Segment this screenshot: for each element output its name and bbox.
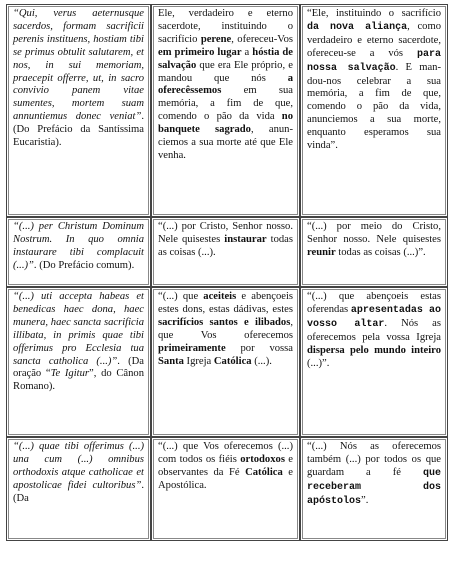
latin-source-title: Te Igitur — [50, 368, 90, 380]
highlighted-phrase: da nova aliança — [307, 21, 408, 33]
text-run: todas as coisas (...)”. — [335, 246, 426, 258]
text-run: e Apostólica. — [158, 466, 293, 491]
text-run: “Ele, instituindo o sacrifício — [307, 8, 441, 19]
text-run: , que Vos oferecemos — [158, 316, 293, 341]
text-run: , ofereceu-Vos — [231, 33, 293, 45]
text-run: “(...) por Cristo, Senhor nosso. Nele quisestes — [158, 221, 293, 245]
text-run: ”. — [361, 494, 369, 506]
text-run: . Nós as oferecemos pela vossa Igreja — [307, 317, 442, 343]
highlighted-phrase: apresentadas ao vosso altar — [307, 304, 441, 330]
highlighted-phrase: perene — [200, 33, 232, 45]
highlighted-phrase: Católica — [213, 355, 252, 367]
text-run: “(...) que — [158, 291, 204, 302]
highlighted-phrase: primeiramente — [158, 342, 226, 354]
table-row — [6, 217, 448, 287]
latin-source-a: . (Da oração “ — [13, 355, 144, 380]
table-row — [6, 287, 448, 437]
old-translation-cell — [151, 437, 300, 541]
latin-text-cell — [6, 217, 151, 287]
latin-text-cell — [6, 4, 151, 217]
text-run: , anun-ciemos a sua morte até que Ele venha. — [158, 124, 293, 161]
new-translation-cell — [300, 287, 448, 437]
text-run: Ele, verdadeiro e eterno sacerdote, instituindo o sacrifício — [158, 8, 293, 45]
text-run: . E man-dou-nos celebrar a sua memória, a fim de que, comendo o pão da vida, anunciemos a sua morte, enquanto esperamos sua vinda”. — [307, 61, 442, 152]
highlighted-phrase: a oferecêssemos — [158, 72, 293, 97]
text-run: “(...) por meio do Cristo, Senhor nosso. Nele quisestes — [307, 221, 441, 245]
highlighted-phrase: Santa — [158, 355, 184, 367]
highlighted-phrase: hóstia de salvação — [158, 46, 293, 71]
new-translation-cell — [300, 437, 448, 541]
highlighted-phrase: dispersa pelo mundo inteiro — [307, 344, 441, 356]
old-translation-cell — [151, 217, 300, 287]
text-run: “(...) que abençoeis estas oferendas — [307, 291, 441, 315]
text-run: por vossa — [225, 342, 293, 354]
highlighted-phrase: em primeiro lugar — [158, 46, 242, 58]
text-run: (...). — [251, 355, 272, 367]
text-run: e observantes da Fé — [158, 453, 293, 478]
latin-source: . (Do Prefácio da Santíssima Eucaristia). — [13, 111, 144, 149]
latin-text: “(...) per Christum Dominum Nostrum. In quo omnia instaurare tibi complacuit (...)” — [13, 221, 144, 271]
text-run: que era Ele próprio, e mandou que nós — [158, 59, 293, 84]
text-run: , como verdadeiro e eterno sacerdote, ofereceu-se a vós — [307, 20, 441, 59]
highlighted-phrase: no banquete sagrado — [158, 111, 293, 136]
old-translation-cell — [151, 287, 300, 437]
text-run: (...)”. — [307, 357, 330, 369]
latin-text-cell — [6, 287, 151, 437]
latin-text: “Qui, verus aeternusque sacerdos, formam sacrificii perenis instituens, hostiam tibi se primus obtulit salutarem, et nos, in sui memoriam, praecepit offerre, ut, in sacro convivio panem vitae sumentes, mortem suam annuntiemus donec veniat” — [13, 8, 144, 123]
highlighted-phrase: sacrifícios santos e ilibados — [158, 316, 291, 328]
highlighted-phrase: ortodoxos — [240, 453, 285, 465]
old-translation-cell — [151, 4, 300, 217]
text-run: em sua memória, a fim de que, comendo o pão da vida — [158, 85, 293, 123]
text-run: Igreja — [183, 355, 214, 367]
latin-text: “(...) uti accepta habeas et benedicas haec dona, haec munera, haec sancta sacrificia illibata, in primis quae tibi offerimus pro Ecclesia tua sancta catholica (...)” — [13, 291, 144, 367]
latin-source-b: ”, do Cânon Romano). — [13, 368, 145, 393]
highlighted-phrase: instaurar — [224, 233, 267, 245]
latin-source: . (Do Prefácio comum). — [33, 259, 135, 271]
text-run: “(...) Nós as oferecemos também (...) por todos os que guardam a fé — [307, 441, 441, 478]
highlighted-phrase: reunir — [307, 246, 336, 258]
highlighted-phrase: aceiteis — [203, 291, 237, 302]
text-run: a — [241, 46, 253, 58]
new-translation-cell — [300, 4, 448, 217]
highlighted-phrase: Católica — [245, 466, 283, 478]
latin-source: . (Da — [13, 479, 144, 504]
latin-text: “(...) quae tibi offerimus (...) una cum (...) omnibus orthodoxis atque catholicae et apostolicae fidei cultoribus” — [13, 441, 144, 491]
comparison-table — [6, 4, 448, 541]
text-run: “(...) que Vos oferecemos (...) com todos os fiéis — [158, 441, 293, 465]
text-run: todas as coisas (...). — [158, 233, 293, 258]
table-row — [6, 437, 448, 541]
highlighted-phrase: que receberam dos apóstolos — [307, 467, 441, 507]
latin-text-cell — [6, 437, 151, 541]
new-translation-cell — [300, 217, 448, 287]
text-run: e abençoeis estes dons, estas dádivas, estes — [158, 291, 294, 315]
highlighted-phrase: para nossa salvação — [307, 48, 441, 74]
table-row — [6, 4, 448, 217]
